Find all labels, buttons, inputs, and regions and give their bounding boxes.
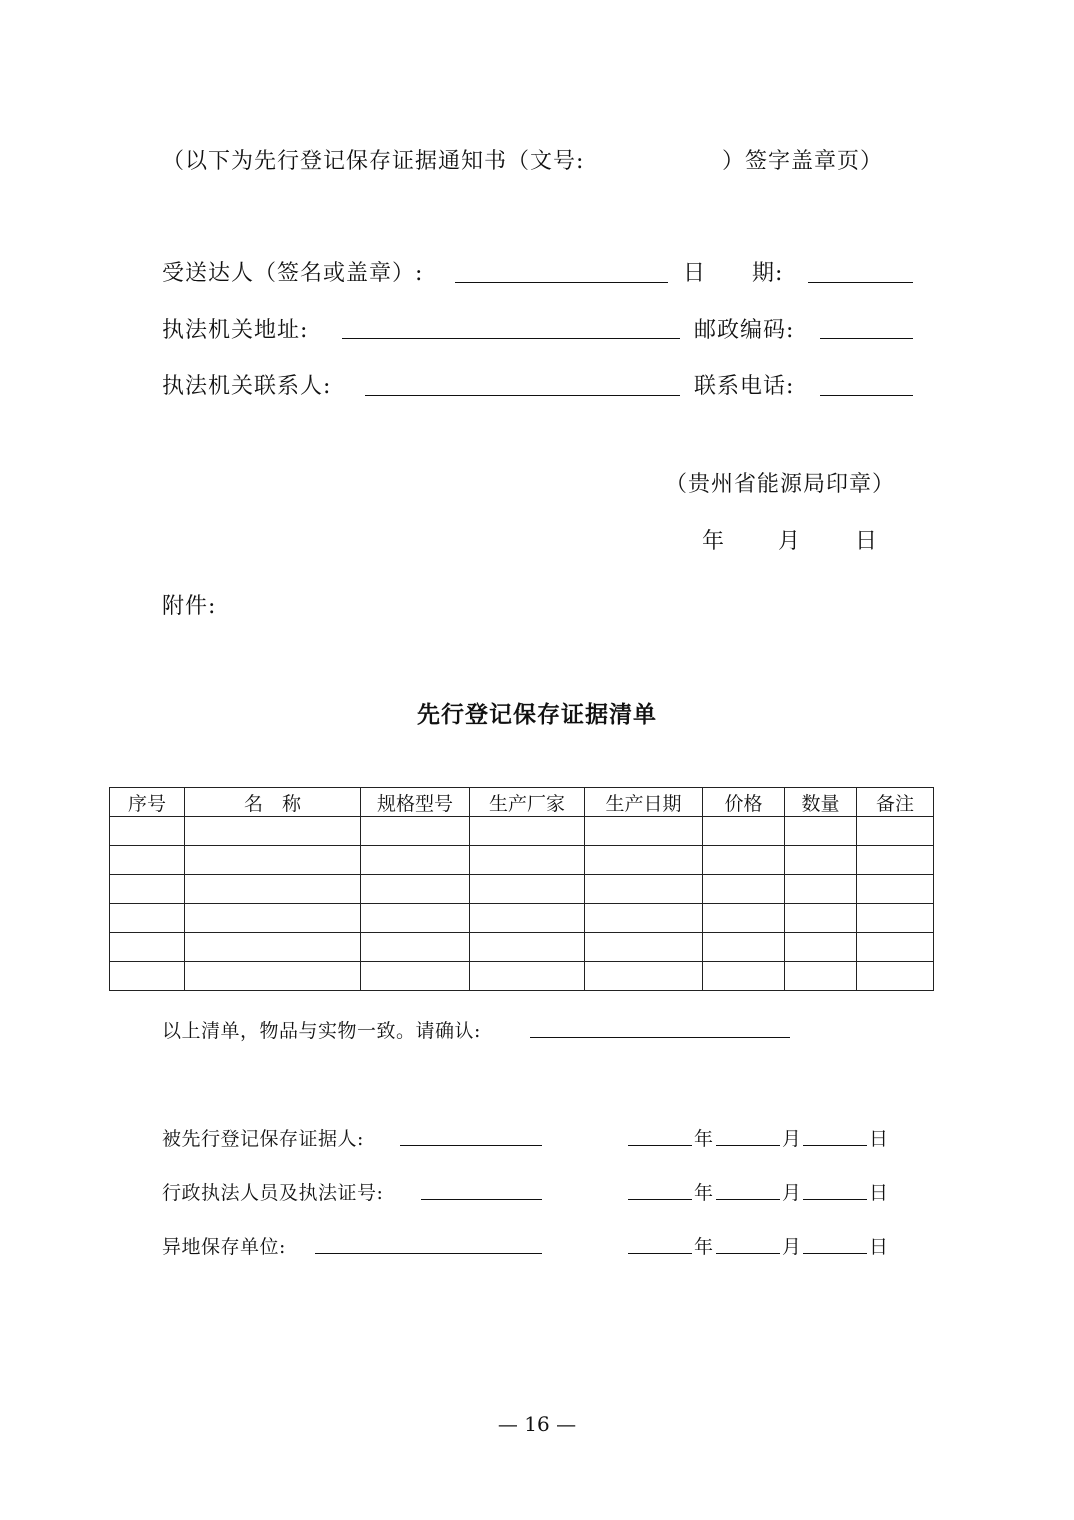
storage-label: 异地保存单位: [162, 1236, 286, 1258]
date-line[interactable] [808, 282, 913, 283]
col-header-remarks: 备注 [857, 788, 934, 817]
header-note-start: （以下为先行登记保存证据通知书（文号: [162, 149, 585, 174]
col-header-price: 价格 [703, 788, 785, 817]
table-cell[interactable] [857, 904, 934, 933]
storage-day-line[interactable] [803, 1253, 867, 1254]
storage-month-line[interactable] [716, 1253, 780, 1254]
col-header-index: 序号 [110, 788, 185, 817]
storage-year-line[interactable] [628, 1253, 692, 1254]
table-cell[interactable] [857, 875, 934, 904]
storage-month: 月 [782, 1236, 802, 1258]
postcode-label: 邮政编码: [694, 318, 795, 343]
table-cell[interactable] [785, 904, 857, 933]
table-cell[interactable] [785, 846, 857, 875]
officer-day: 日 [869, 1182, 889, 1204]
address-line[interactable] [342, 338, 680, 339]
table-cell[interactable] [361, 875, 470, 904]
officer-month-line[interactable] [716, 1199, 780, 1200]
table-row [110, 846, 934, 875]
table-cell[interactable] [470, 817, 585, 846]
table-cell[interactable] [857, 933, 934, 962]
party-month: 月 [782, 1128, 802, 1150]
table-header-row [110, 788, 934, 817]
table-cell[interactable] [110, 962, 185, 991]
contact-line[interactable] [365, 395, 680, 396]
table-cell[interactable] [785, 933, 857, 962]
col-header-production-date: 生产日期 [585, 788, 703, 817]
storage-signature-line[interactable] [315, 1253, 542, 1254]
officer-label: 行政执法人员及执法证号: [162, 1182, 384, 1204]
storage-year: 年 [694, 1236, 714, 1258]
attachment-label: 附件: [162, 594, 217, 619]
table-cell[interactable] [361, 933, 470, 962]
table-cell[interactable] [361, 817, 470, 846]
table-cell[interactable] [110, 875, 185, 904]
party-day-line[interactable] [803, 1145, 867, 1146]
phone-label: 联系电话: [694, 374, 795, 399]
seal-year: 年 [702, 529, 726, 554]
list-title: 先行登记保存证据清单 [417, 701, 657, 728]
table-cell[interactable] [185, 933, 361, 962]
table-cell[interactable] [703, 846, 785, 875]
table-row [110, 817, 934, 846]
table-cell[interactable] [185, 875, 361, 904]
seal-month: 月 [778, 529, 802, 554]
table-row [110, 904, 934, 933]
postcode-line[interactable] [820, 338, 913, 339]
contact-label: 执法机关联系人: [162, 374, 332, 399]
header-note-end: ）签字盖章页） [722, 149, 884, 174]
table-cell[interactable] [703, 904, 785, 933]
recipient-label: 受送达人（签名或盖章）: [162, 261, 424, 286]
officer-signature-line[interactable] [421, 1199, 542, 1200]
table-cell[interactable] [361, 962, 470, 991]
storage-day: 日 [869, 1236, 889, 1258]
table-cell[interactable] [470, 846, 585, 875]
table-cell[interactable] [110, 904, 185, 933]
party-signature-line[interactable] [400, 1145, 542, 1146]
table-cell[interactable] [110, 817, 185, 846]
confirm-text: 以上清单，物品与实物一致。请确认: [162, 1020, 481, 1042]
officer-month: 月 [782, 1182, 802, 1204]
table-row [110, 933, 934, 962]
seal-text: （贵州省能源局印章） [665, 472, 896, 497]
page-number: — 16 — [497, 1412, 577, 1436]
party-day: 日 [869, 1128, 889, 1150]
table-cell[interactable] [110, 933, 185, 962]
table-cell[interactable] [585, 933, 703, 962]
evidence-table [109, 787, 934, 991]
party-year-line[interactable] [628, 1145, 692, 1146]
party-label: 被先行登记保存证据人: [162, 1128, 364, 1150]
col-header-quantity: 数量 [785, 788, 857, 817]
table-cell[interactable] [185, 817, 361, 846]
table-cell[interactable] [703, 875, 785, 904]
table-cell[interactable] [585, 817, 703, 846]
table-cell[interactable] [857, 846, 934, 875]
table-cell[interactable] [857, 817, 934, 846]
seal-day: 日 [855, 529, 879, 554]
recipient-signature-line[interactable] [455, 282, 668, 283]
table-cell[interactable] [703, 962, 785, 991]
table-cell[interactable] [110, 846, 185, 875]
header-note [162, 144, 584, 175]
confirm-signature-line[interactable] [530, 1037, 790, 1038]
phone-line[interactable] [820, 395, 913, 396]
officer-year: 年 [694, 1182, 714, 1204]
party-month-line[interactable] [716, 1145, 780, 1146]
officer-day-line[interactable] [803, 1199, 867, 1200]
table-cell[interactable] [470, 933, 585, 962]
table-cell[interactable] [361, 846, 470, 875]
table-cell[interactable] [361, 904, 470, 933]
table-cell[interactable] [585, 962, 703, 991]
table-cell[interactable] [785, 817, 857, 846]
table-cell[interactable] [185, 962, 361, 991]
table-cell[interactable] [470, 904, 585, 933]
col-header-manufacturer: 生产厂家 [470, 788, 585, 817]
table-cell[interactable] [470, 962, 585, 991]
table-cell[interactable] [585, 846, 703, 875]
col-header-name: 名 称 [185, 788, 361, 817]
table-cell[interactable] [185, 846, 361, 875]
officer-year-line[interactable] [628, 1199, 692, 1200]
table-cell[interactable] [785, 875, 857, 904]
table-cell[interactable] [857, 962, 934, 991]
table-cell[interactable] [585, 875, 703, 904]
table-cell[interactable] [185, 904, 361, 933]
col-header-spec: 规格型号 [361, 788, 470, 817]
table-cell[interactable] [703, 817, 785, 846]
table-cell[interactable] [470, 875, 585, 904]
table-cell[interactable] [703, 933, 785, 962]
table-row [110, 875, 934, 904]
address-label: 执法机关地址: [162, 318, 309, 343]
party-year: 年 [694, 1128, 714, 1150]
date-label: 日 期: [683, 261, 784, 286]
table-cell[interactable] [785, 962, 857, 991]
table-cell[interactable] [585, 904, 703, 933]
table-row [110, 962, 934, 991]
